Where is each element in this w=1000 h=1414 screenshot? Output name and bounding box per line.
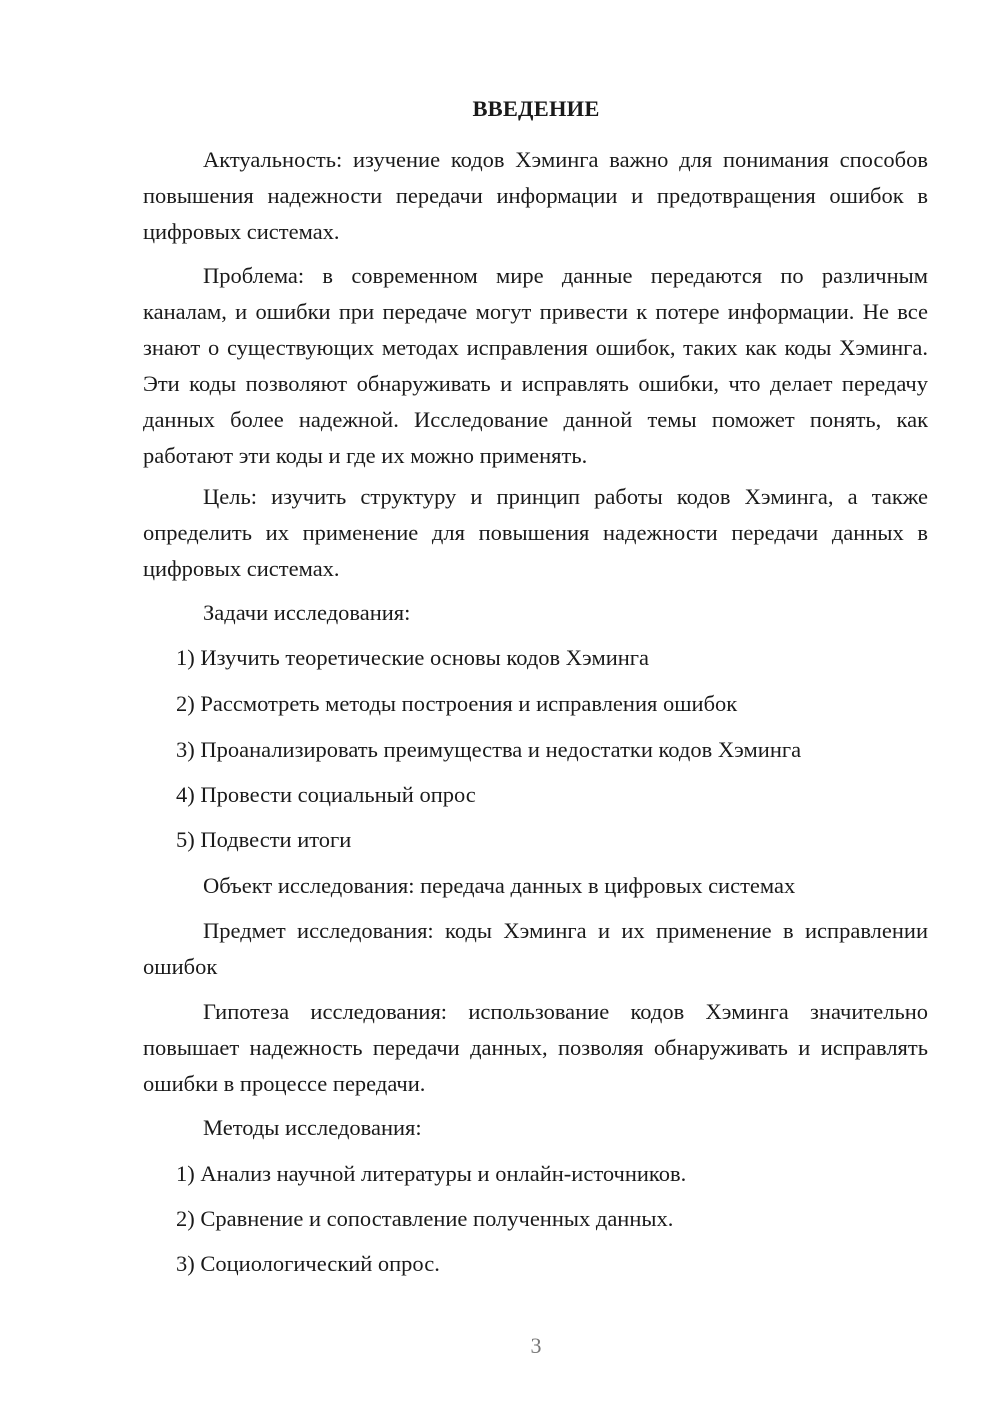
list-item: 1) Анализ научной литературы и онлайн-источников.: [176, 1161, 687, 1186]
list-item: 4) Провести социальный опрос: [176, 782, 476, 807]
list-item: 3) Проанализировать преимущества и недостатки кодов Хэминга: [176, 737, 802, 762]
object-line: Объект исследования: передача данных в цифровых системах: [203, 873, 796, 898]
problem-paragraph: Проблема: в современном мире данные передаются по различным каналам, и ошибки при передаче могут привести к потере информации. Не все знают о существующих методах исправления ошибок, таких как коды Хэминга. Эти коды позволяют обнаруживать и исправлять ошибки, что делает передачу данных более надежной. Исследование данной темы поможет понять, как работают эти коды и где их можно применять.: [143, 263, 928, 468]
relevance-paragraph: Актуальность: изучение кодов Хэминга важно для понимания способов повышения надежности передачи информации и предотвращения ошибок в цифровых системах.: [143, 147, 928, 244]
list-item: 2) Рассмотреть методы построения и исправления ошибок: [176, 691, 738, 716]
page-number: 3: [530, 1333, 542, 1358]
list-item: 5) Подвести итоги: [176, 827, 352, 852]
list-item: 2) Сравнение и сопоставление полученных данных.: [176, 1206, 674, 1231]
list-item: 1) Изучить теоретические основы кодов Хэминга: [176, 645, 650, 670]
hypothesis-paragraph: Гипотеза исследования: использование кодов Хэминга значительно повышает надежность передачи данных, позволяя обнаруживать и исправлять ошибки в процессе передачи.: [143, 999, 928, 1096]
goal-paragraph: Цель: изучить структуру и принцип работы кодов Хэминга, а также определить их применение для повышения надежности передачи данных в цифровых системах.: [143, 484, 928, 581]
tasks-heading: Задачи исследования:: [203, 600, 411, 625]
methods-heading: Методы исследования:: [203, 1115, 422, 1140]
subject-paragraph: Предмет исследования: коды Хэминга и их применение в исправлении ошибок: [143, 918, 928, 979]
page-title: ВВЕДЕНИЕ: [472, 96, 600, 121]
list-item: 3) Социологический опрос.: [176, 1251, 440, 1276]
